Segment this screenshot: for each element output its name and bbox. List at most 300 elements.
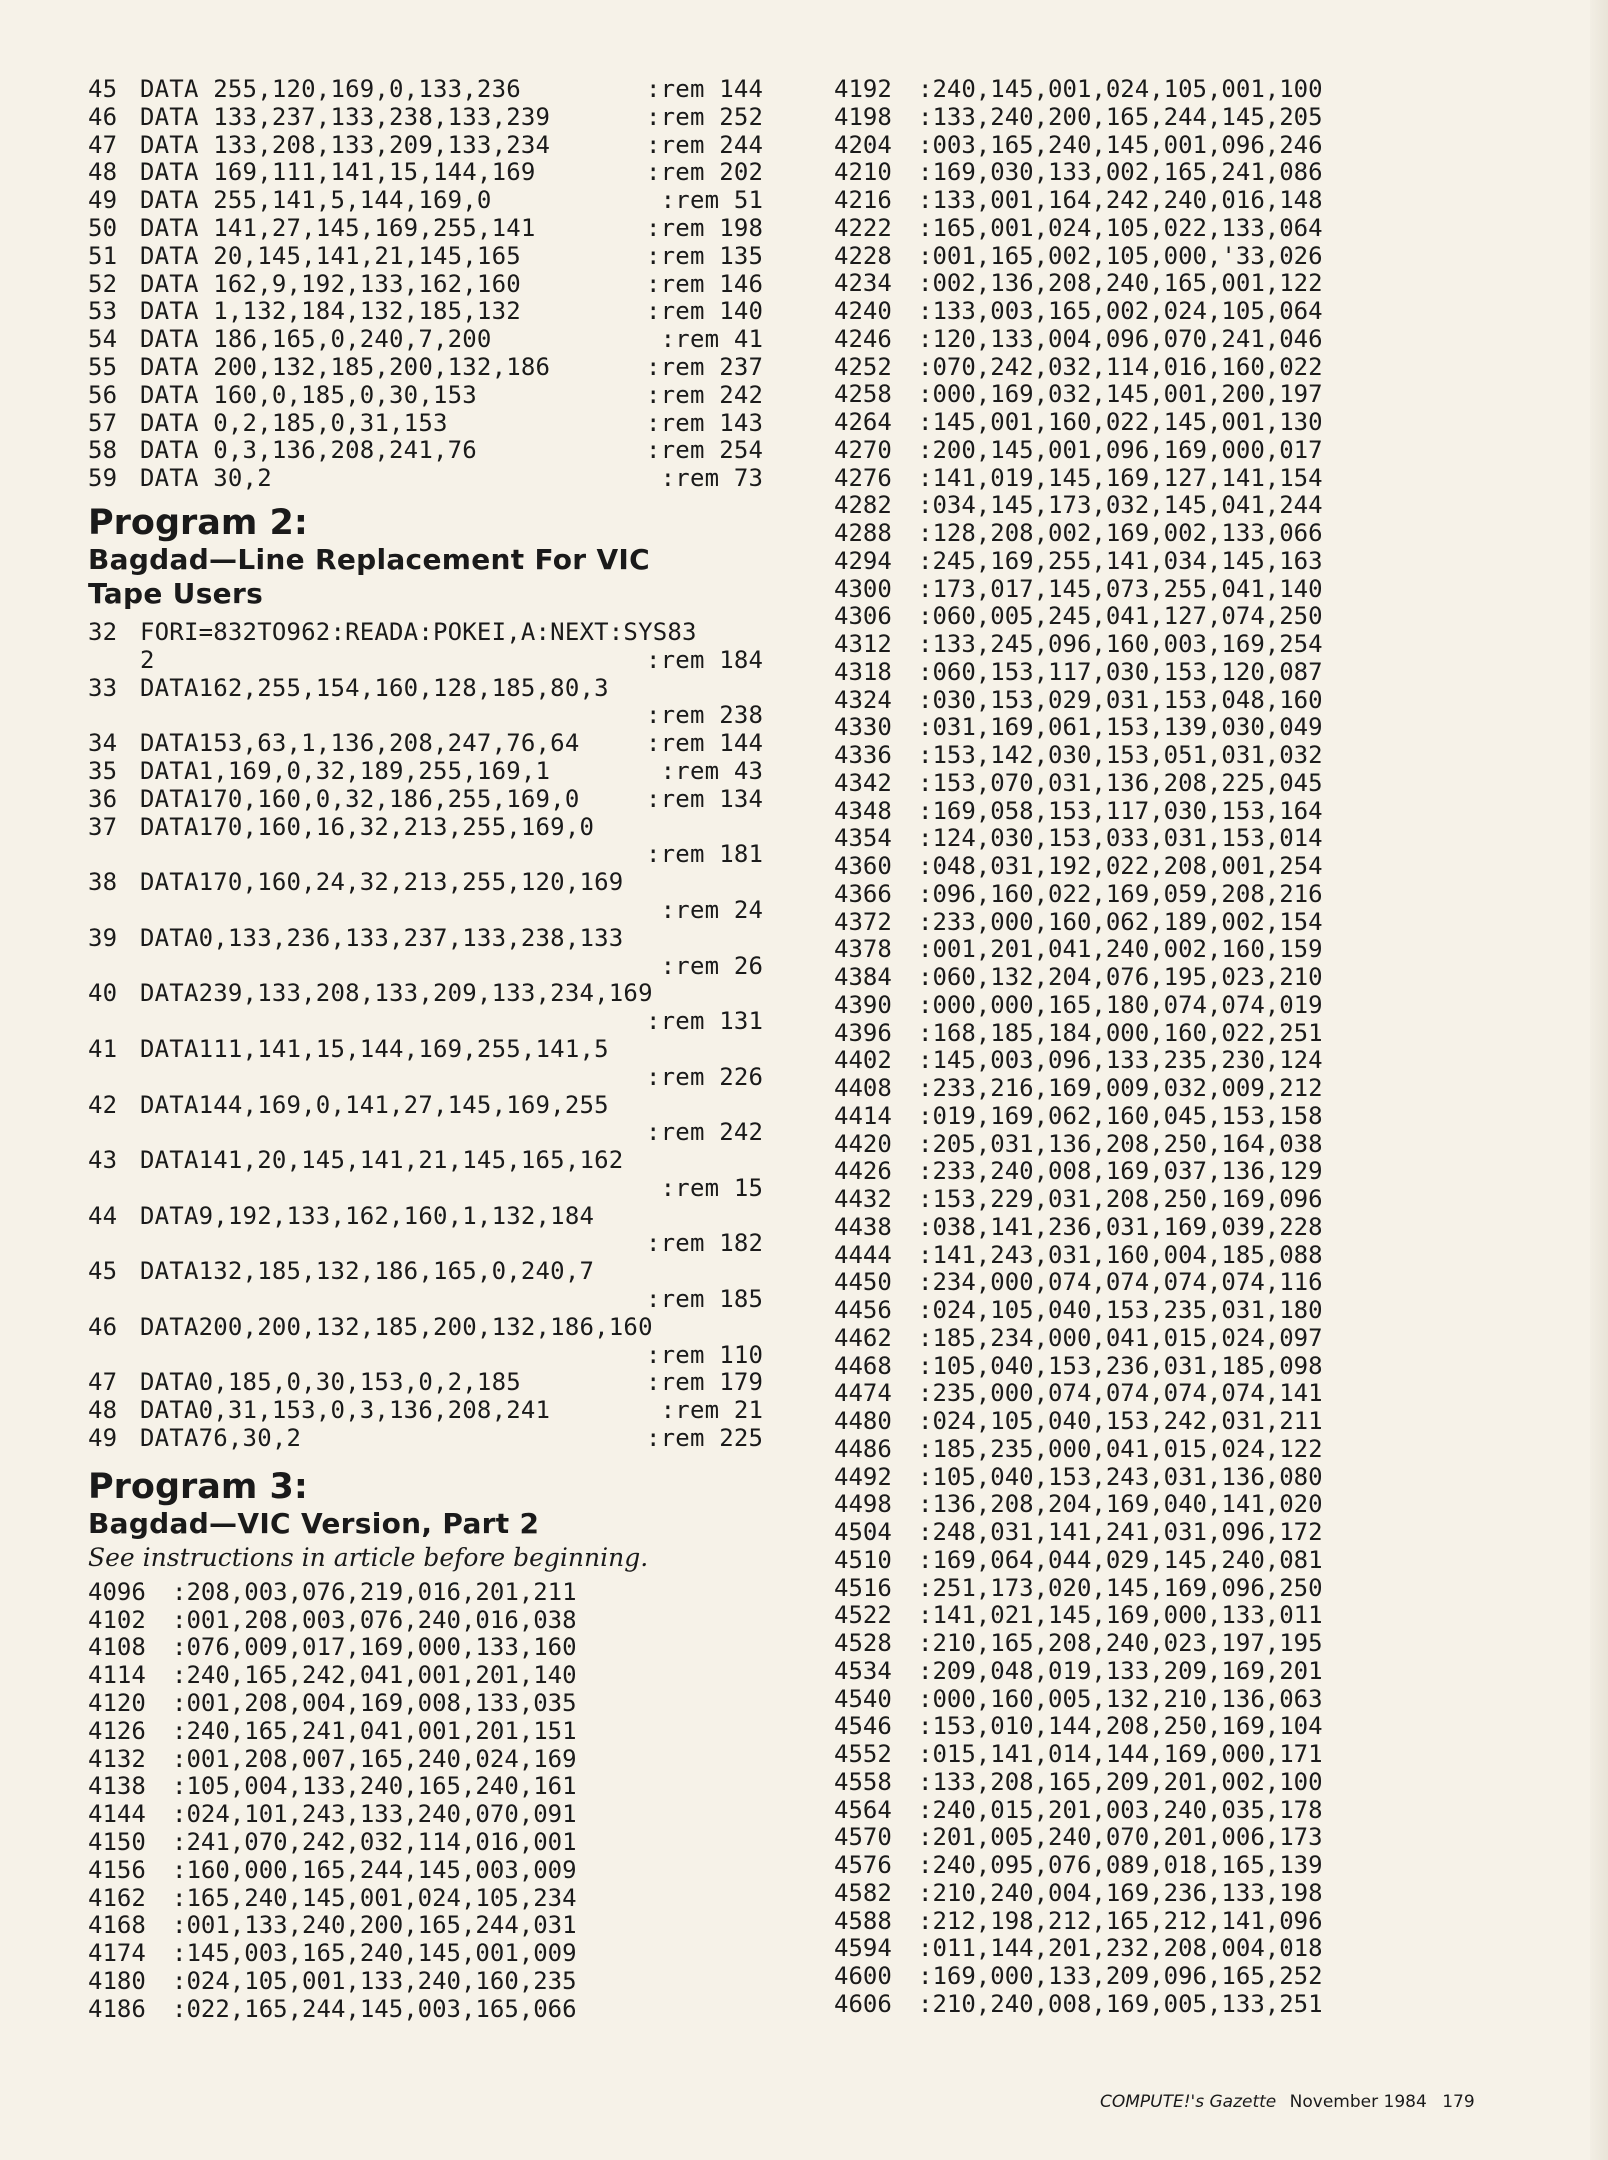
data-line xyxy=(834,1797,1419,1825)
line-indent xyxy=(88,841,140,869)
listing-line xyxy=(88,814,778,842)
line-address: 4504 xyxy=(834,1518,892,1546)
line-bytes: :024,101,243,133,240,070,091 xyxy=(172,1800,577,1829)
line-address: 4420 xyxy=(834,1129,892,1158)
line-checksum: :rem 140 xyxy=(646,297,764,326)
line-code: DATA170,160,24,32,213,255,120,169 xyxy=(140,868,624,897)
line-code-continued xyxy=(140,1119,646,1147)
line-checksum: :rem 225 xyxy=(646,1424,764,1453)
line-number: 34 xyxy=(88,729,118,758)
line-checksum: :rem 144 xyxy=(646,75,764,103)
line-bytes: :000,000,165,180,074,074,019 xyxy=(918,990,1323,1019)
line-bytes: :185,235,000,041,015,024,122 xyxy=(918,1434,1323,1463)
line-bytes: :165,001,024,105,022,133,064 xyxy=(918,213,1323,242)
listing-continuation xyxy=(88,702,778,730)
line-code-continued xyxy=(140,702,646,730)
line-bytes: :133,208,165,209,201,002,100 xyxy=(918,1767,1323,1796)
line-number: 59 xyxy=(88,464,118,493)
listing-line xyxy=(88,980,778,1008)
data-line xyxy=(834,492,1419,520)
line-bytes: :015,141,014,144,169,000,171 xyxy=(918,1740,1323,1768)
line-address: 4246 xyxy=(834,324,892,353)
line-bytes: :019,169,062,160,045,153,158 xyxy=(918,1101,1323,1130)
line-indent xyxy=(88,1119,140,1147)
listing-continuation xyxy=(88,897,778,925)
program1-listing xyxy=(88,76,778,493)
data-line xyxy=(834,992,1419,1020)
line-bytes: :133,001,164,242,240,016,148 xyxy=(918,186,1323,214)
data-line xyxy=(834,1380,1419,1408)
line-code-continued: 2 xyxy=(140,645,155,674)
listing-line xyxy=(88,298,778,326)
line-code: DATA153,63,1,136,208,247,76,64 xyxy=(140,729,580,758)
listing-continuation xyxy=(88,953,778,981)
line-bytes: :153,229,031,208,250,169,096 xyxy=(918,1185,1323,1213)
line-bytes: :169,064,044,029,145,240,081 xyxy=(918,1545,1323,1574)
program2-listing xyxy=(88,619,778,1453)
data-line xyxy=(834,76,1419,104)
line-bytes: :024,105,040,153,242,031,211 xyxy=(918,1407,1323,1435)
data-line xyxy=(834,1020,1419,1048)
listing-line xyxy=(88,1258,778,1286)
line-bytes: :169,058,153,117,030,153,164 xyxy=(918,796,1323,825)
listing-line xyxy=(88,187,778,215)
data-line xyxy=(834,1214,1419,1242)
data-line xyxy=(834,659,1419,687)
line-address: 4264 xyxy=(834,408,892,436)
line-number: 32 xyxy=(88,617,118,646)
line-indent xyxy=(88,702,140,730)
listing-continuation xyxy=(88,1175,778,1203)
line-bytes: :240,015,201,003,240,035,178 xyxy=(918,1795,1323,1824)
program3-listing-left xyxy=(88,1579,778,2024)
line-number: 45 xyxy=(88,1257,118,1286)
line-code-continued xyxy=(140,897,646,925)
listing-line xyxy=(88,465,778,493)
line-code: DATA 133,237,133,238,133,239 xyxy=(140,102,551,131)
line-bytes: :070,242,032,114,016,160,022 xyxy=(918,352,1323,381)
data-line xyxy=(88,1634,778,1662)
line-code: DATA76,30,2 xyxy=(140,1424,302,1453)
listing-line xyxy=(88,730,778,758)
line-checksum: :rem 134 xyxy=(646,784,764,813)
line-bytes: :210,240,008,169,005,133,251 xyxy=(918,1989,1323,2018)
data-line xyxy=(834,1630,1419,1658)
line-number: 54 xyxy=(88,325,118,354)
data-line xyxy=(834,1325,1419,1353)
line-checksum: :rem 26 xyxy=(646,951,764,980)
data-line xyxy=(834,603,1419,631)
line-bytes: :128,208,002,169,002,133,066 xyxy=(918,519,1323,547)
line-address: 4336 xyxy=(834,741,892,769)
line-code-continued xyxy=(140,841,646,869)
line-address: 4126 xyxy=(88,1716,146,1745)
line-checksum: :rem 131 xyxy=(646,1007,764,1036)
line-number: 40 xyxy=(88,979,118,1008)
listing-line xyxy=(88,104,778,132)
line-code: DATA 1,132,184,132,185,132 xyxy=(140,297,521,326)
line-code: DATA132,185,132,186,165,0,240,7 xyxy=(140,1257,595,1286)
line-checksum: :rem 135 xyxy=(646,241,764,270)
line-bytes: :105,040,153,243,031,136,080 xyxy=(918,1462,1323,1491)
line-address: 4138 xyxy=(88,1772,146,1801)
left-column xyxy=(88,76,778,2024)
line-code: DATA 0,3,136,208,241,76 xyxy=(140,436,477,465)
line-address: 4366 xyxy=(834,879,892,908)
listing-line xyxy=(88,215,778,243)
data-line xyxy=(834,1103,1419,1131)
data-line xyxy=(834,1991,1419,2019)
line-address: 4192 xyxy=(834,75,892,103)
line-address: 4132 xyxy=(88,1744,146,1773)
line-address: 4384 xyxy=(834,963,892,991)
line-bytes: :001,165,002,105,000,'33,026 xyxy=(918,241,1323,270)
data-line xyxy=(834,1741,1419,1769)
line-address: 4588 xyxy=(834,1906,892,1935)
line-address: 4168 xyxy=(88,1911,146,1940)
program2-subheading-1: Bagdad—Line Replacement For VIC xyxy=(88,542,650,576)
program3-heading: Program 3: xyxy=(88,1466,308,1507)
line-address: 4582 xyxy=(834,1878,892,1907)
line-address: 4096 xyxy=(88,1577,146,1606)
line-bytes: :145,003,096,133,235,230,124 xyxy=(918,1046,1323,1075)
line-bytes: :173,017,145,073,255,041,140 xyxy=(918,574,1323,603)
line-checksum: :rem 238 xyxy=(646,701,764,730)
listing-continuation xyxy=(88,1008,778,1036)
line-number: 57 xyxy=(88,408,118,437)
line-address: 4498 xyxy=(834,1490,892,1519)
line-address: 4228 xyxy=(834,241,892,270)
data-line xyxy=(88,1996,778,2024)
line-checksum: :rem 237 xyxy=(646,352,764,381)
data-line xyxy=(834,1602,1419,1630)
line-bytes: :024,105,040,153,235,031,180 xyxy=(918,1296,1323,1324)
line-bytes: :124,030,153,033,031,153,014 xyxy=(918,824,1323,853)
line-code-continued xyxy=(140,1008,646,1036)
line-bytes: :141,021,145,169,000,133,011 xyxy=(918,1601,1323,1630)
line-address: 4480 xyxy=(834,1407,892,1435)
line-bytes: :234,000,074,074,074,074,116 xyxy=(918,1268,1323,1297)
line-number: 49 xyxy=(88,186,118,215)
line-address: 4600 xyxy=(834,1962,892,1990)
listing-line xyxy=(88,619,778,647)
listing-line xyxy=(88,786,778,814)
line-address: 4282 xyxy=(834,491,892,520)
data-line xyxy=(834,881,1419,909)
line-code: DATA1,169,0,32,189,255,169,1 xyxy=(140,756,551,785)
data-line xyxy=(88,1607,778,1635)
line-code-continued xyxy=(140,1064,646,1092)
line-code: FORI=832TO962:READA:POKEI,A:NEXT:SYS83 xyxy=(140,617,697,646)
listing-continuation xyxy=(88,1064,778,1092)
line-code: DATA 160,0,185,0,30,153 xyxy=(140,380,477,409)
data-line xyxy=(834,770,1419,798)
listing-line xyxy=(88,1203,778,1231)
data-line xyxy=(834,1158,1419,1186)
line-bytes: :141,243,031,160,004,185,088 xyxy=(918,1240,1323,1269)
line-address: 4204 xyxy=(834,130,892,159)
line-address: 4522 xyxy=(834,1601,892,1630)
line-indent xyxy=(88,1008,140,1036)
line-bytes: :153,010,144,208,250,169,104 xyxy=(918,1712,1323,1741)
listing-line xyxy=(88,1425,778,1453)
line-number: 46 xyxy=(88,102,118,131)
line-bytes: :209,048,019,133,209,169,201 xyxy=(918,1656,1323,1685)
line-code: DATA 30,2 xyxy=(140,464,272,493)
data-line xyxy=(834,964,1419,992)
line-address: 4222 xyxy=(834,213,892,242)
line-code: DATA0,31,153,0,3,136,208,241 xyxy=(140,1396,551,1425)
program2-subheading-2: Tape Users xyxy=(88,576,264,610)
line-bytes: :000,160,005,132,210,136,063 xyxy=(918,1684,1323,1713)
line-bytes: :000,169,032,145,001,200,197 xyxy=(918,380,1323,409)
data-line xyxy=(834,936,1419,964)
line-code: DATA 200,132,185,200,132,186 xyxy=(140,352,551,381)
line-bytes: :160,000,165,244,145,003,009 xyxy=(172,1855,577,1884)
line-bytes: :210,240,004,169,236,133,198 xyxy=(918,1878,1323,1907)
line-checksum: :rem 254 xyxy=(646,436,764,465)
line-address: 4468 xyxy=(834,1351,892,1380)
footer-issue: November 1984 xyxy=(1289,2092,1427,2112)
data-line xyxy=(834,909,1419,937)
line-bytes: :248,031,141,241,031,096,172 xyxy=(918,1518,1323,1546)
line-bytes: :240,165,241,041,001,201,151 xyxy=(172,1716,577,1745)
line-bytes: :233,000,160,062,189,002,154 xyxy=(918,907,1323,936)
line-number: 35 xyxy=(88,756,118,785)
line-bytes: :133,245,096,160,003,169,254 xyxy=(918,630,1323,658)
data-line xyxy=(834,1852,1419,1880)
line-code: DATA200,200,132,185,200,132,186,160 xyxy=(140,1312,653,1341)
line-bytes: :133,003,165,002,024,105,064 xyxy=(918,297,1323,325)
line-address: 4474 xyxy=(834,1379,892,1408)
line-code: DATA239,133,208,133,209,133,234,169 xyxy=(140,979,653,1008)
line-bytes: :241,070,242,032,114,016,001 xyxy=(172,1828,577,1857)
line-bytes: :003,165,240,145,001,096,246 xyxy=(918,130,1323,159)
line-code-continued xyxy=(140,1286,646,1314)
line-address: 4570 xyxy=(834,1823,892,1852)
line-code: DATA0,133,236,133,237,133,238,133 xyxy=(140,923,624,952)
data-line xyxy=(834,687,1419,715)
line-bytes: :153,142,030,153,051,031,032 xyxy=(918,741,1323,769)
line-number: 50 xyxy=(88,213,118,242)
page-footer xyxy=(1100,2092,1510,2112)
data-line xyxy=(834,1519,1419,1547)
data-line xyxy=(834,1186,1419,1214)
data-line xyxy=(834,326,1419,354)
line-bytes: :011,144,201,232,208,004,018 xyxy=(918,1934,1323,1963)
line-number: 52 xyxy=(88,269,118,298)
line-address: 4432 xyxy=(834,1185,892,1213)
data-line xyxy=(834,215,1419,243)
line-checksum: :rem 226 xyxy=(646,1062,764,1091)
line-number: 36 xyxy=(88,784,118,813)
line-bytes: :022,165,244,145,003,165,066 xyxy=(172,1994,577,2023)
listing-continuation xyxy=(88,1342,778,1370)
line-bytes: :145,003,165,240,145,001,009 xyxy=(172,1939,577,1968)
line-address: 4144 xyxy=(88,1800,146,1829)
line-address: 4546 xyxy=(834,1712,892,1741)
listing-line xyxy=(88,1314,778,1342)
data-line xyxy=(88,1662,778,1690)
line-address: 4540 xyxy=(834,1684,892,1713)
line-bytes: :136,208,204,169,040,141,020 xyxy=(918,1490,1323,1519)
data-line xyxy=(834,354,1419,382)
line-address: 4216 xyxy=(834,186,892,214)
line-code: DATA 0,2,185,0,31,153 xyxy=(140,408,448,437)
line-bytes: :060,153,117,030,153,120,087 xyxy=(918,657,1323,686)
listing-line xyxy=(88,1092,778,1120)
line-address: 4552 xyxy=(834,1740,892,1768)
line-address: 4330 xyxy=(834,713,892,742)
data-line xyxy=(834,298,1419,326)
data-line xyxy=(834,1075,1419,1103)
listing-line xyxy=(88,382,778,410)
listing-line xyxy=(88,271,778,299)
line-number: 48 xyxy=(88,158,118,187)
line-bytes: :048,031,192,022,208,001,254 xyxy=(918,852,1323,880)
line-checksum: :rem 21 xyxy=(646,1396,764,1425)
line-bytes: :001,208,004,169,008,133,035 xyxy=(172,1689,577,1718)
line-code: DATA 141,27,145,169,255,141 xyxy=(140,213,536,242)
data-line xyxy=(834,825,1419,853)
line-code: DATA 255,120,169,0,133,236 xyxy=(140,75,521,103)
line-indent xyxy=(88,647,140,675)
data-line xyxy=(834,1686,1419,1714)
data-line xyxy=(88,1940,778,1968)
listing-line xyxy=(88,1369,778,1397)
line-number: 39 xyxy=(88,923,118,952)
line-address: 4318 xyxy=(834,657,892,686)
page-edge xyxy=(1590,0,1608,2160)
data-line xyxy=(834,1963,1419,1991)
line-number: 41 xyxy=(88,1034,118,1063)
line-address: 4558 xyxy=(834,1767,892,1796)
program3-listing-right xyxy=(834,76,1419,2019)
line-bytes: :245,169,255,141,034,145,163 xyxy=(918,546,1323,575)
listing-line xyxy=(88,758,778,786)
line-bytes: :205,031,136,208,250,164,038 xyxy=(918,1129,1323,1158)
line-address: 4324 xyxy=(834,685,892,714)
line-number: 47 xyxy=(88,130,118,159)
line-checksum: :rem 181 xyxy=(646,840,764,869)
line-address: 4240 xyxy=(834,297,892,325)
line-address: 4300 xyxy=(834,574,892,603)
data-line xyxy=(834,1047,1419,1075)
line-address: 4438 xyxy=(834,1212,892,1241)
line-address: 4294 xyxy=(834,546,892,575)
listing-line xyxy=(88,675,778,703)
line-number: 33 xyxy=(88,673,118,702)
line-code: DATA170,160,16,32,213,255,169,0 xyxy=(140,812,595,841)
line-bytes: :105,040,153,236,031,185,098 xyxy=(918,1351,1323,1380)
data-line xyxy=(834,631,1419,659)
line-address: 4342 xyxy=(834,768,892,797)
line-code: DATA141,20,145,141,21,145,165,162 xyxy=(140,1146,624,1175)
line-bytes: :120,133,004,096,070,241,046 xyxy=(918,324,1323,353)
line-code: DATA 162,9,192,133,162,160 xyxy=(140,269,521,298)
line-code: DATA 133,208,133,209,133,234 xyxy=(140,130,551,159)
line-checksum: :rem 184 xyxy=(646,645,764,674)
line-bytes: :153,070,031,136,208,225,045 xyxy=(918,768,1323,797)
data-line xyxy=(834,132,1419,160)
line-bytes: :240,145,001,024,105,001,100 xyxy=(918,75,1323,103)
line-bytes: :200,145,001,096,169,000,017 xyxy=(918,435,1323,464)
line-checksum: :rem 179 xyxy=(646,1368,764,1397)
line-bytes: :034,145,173,032,145,041,244 xyxy=(918,491,1323,520)
line-bytes: :240,165,242,041,001,201,140 xyxy=(172,1661,577,1690)
line-address: 4528 xyxy=(834,1629,892,1657)
line-address: 4408 xyxy=(834,1074,892,1102)
line-address: 4576 xyxy=(834,1851,892,1879)
line-number: 38 xyxy=(88,868,118,897)
line-checksum: :rem 15 xyxy=(646,1173,764,1202)
line-checksum: :rem 143 xyxy=(646,408,764,437)
line-bytes: :233,216,169,009,032,009,212 xyxy=(918,1074,1323,1102)
data-line xyxy=(834,853,1419,881)
line-address: 4102 xyxy=(88,1605,146,1634)
line-checksum: :rem 242 xyxy=(646,380,764,409)
data-line xyxy=(88,1801,778,1829)
line-checksum: :rem 202 xyxy=(646,158,764,187)
line-checksum: :rem 51 xyxy=(646,186,764,215)
data-line xyxy=(834,1824,1419,1852)
right-column xyxy=(834,76,1419,2019)
line-address: 4156 xyxy=(88,1855,146,1884)
line-code-continued xyxy=(140,1175,646,1203)
program3-subheading: Bagdad—VIC Version, Part 2 xyxy=(88,1506,540,1540)
line-indent xyxy=(88,1064,140,1092)
line-indent xyxy=(88,1342,140,1370)
line-bytes: :240,095,076,089,018,165,139 xyxy=(918,1851,1323,1879)
line-address: 4276 xyxy=(834,463,892,492)
line-code: DATA 20,145,141,21,145,165 xyxy=(140,241,521,270)
line-address: 4210 xyxy=(834,158,892,187)
data-line xyxy=(834,270,1419,298)
line-code-continued xyxy=(140,1230,646,1258)
line-checksum: :rem 24 xyxy=(646,895,764,924)
line-code-continued xyxy=(140,1342,646,1370)
listing-continuation xyxy=(88,1286,778,1314)
data-line xyxy=(834,1297,1419,1325)
footer-page-number: 179 xyxy=(1442,2092,1475,2112)
line-code-continued xyxy=(140,953,646,981)
line-code: DATA9,192,133,162,160,1,132,184 xyxy=(140,1201,595,1230)
line-bytes: :201,005,240,070,201,006,173 xyxy=(918,1823,1323,1852)
line-address: 4354 xyxy=(834,824,892,853)
listing-line xyxy=(88,1397,778,1425)
line-code: DATA162,255,154,160,128,185,80,3 xyxy=(140,673,609,702)
data-line xyxy=(834,1658,1419,1686)
line-address: 4234 xyxy=(834,269,892,298)
line-address: 4180 xyxy=(88,1967,146,1996)
line-number: 49 xyxy=(88,1424,118,1453)
line-checksum: :rem 146 xyxy=(646,269,764,298)
line-number: 45 xyxy=(88,75,118,103)
footer-magazine: COMPUTE!'s Gazette xyxy=(1100,2092,1277,2112)
line-address: 4396 xyxy=(834,1018,892,1047)
data-line xyxy=(834,1269,1419,1297)
line-address: 4450 xyxy=(834,1268,892,1297)
data-line xyxy=(834,1547,1419,1575)
line-address: 4534 xyxy=(834,1656,892,1685)
listing-continuation xyxy=(88,841,778,869)
line-checksum: :rem 198 xyxy=(646,213,764,242)
line-bytes: :001,201,041,240,002,160,159 xyxy=(918,935,1323,964)
line-indent xyxy=(88,897,140,925)
data-line xyxy=(834,243,1419,271)
listing-line xyxy=(88,437,778,465)
line-bytes: :251,173,020,145,169,096,250 xyxy=(918,1573,1323,1602)
